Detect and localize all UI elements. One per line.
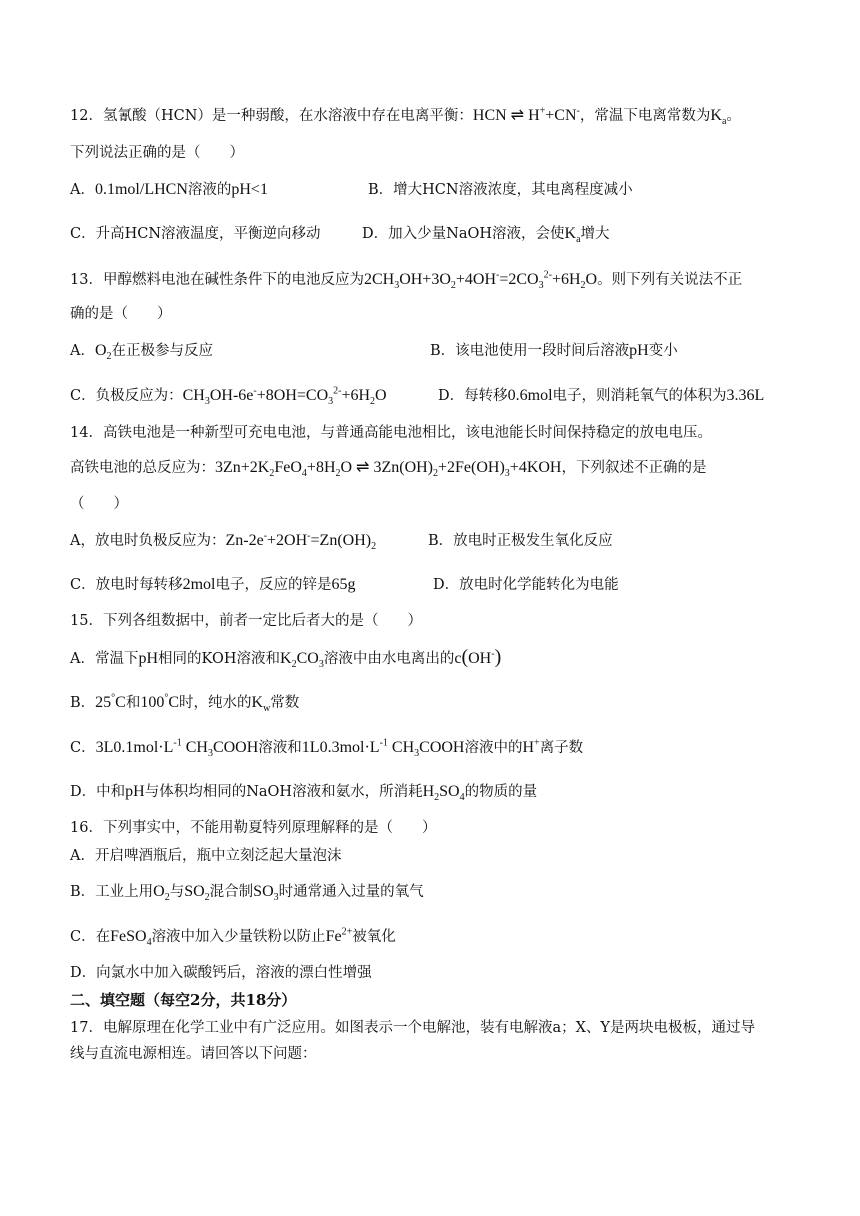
q13-option-a: A．$O_2$在正极参与反应 xyxy=(70,342,214,363)
q13-option-c: C．负极反应为：$CH_3OH-6e^-+8OH=CO_3^{2-}+6H_2O$ xyxy=(70,385,387,408)
q12-option-c: C．升高HCN溶液温度，平衡逆向移动 xyxy=(70,226,321,242)
q14-option-a: A，放电时负极反应为：$Zn-2e^-+2OH^-=Zn(OH)_2$ xyxy=(70,530,377,553)
q13-option-b: B．该电池使用一段时间后溶液pH变小 xyxy=(430,342,678,359)
q12-line1: 12．氢氰酸（HCN）是一种弱酸，在水溶液中存在电离平衡：HCN ⇌ H++CN-，常温下电离常数为$K_a$。 xyxy=(70,105,741,128)
q15-option-b: B．25°C和100°C时，纯水的$K_w$常数 xyxy=(70,692,300,715)
q15-option-a: A．常温下pH相同的KOH溶液和$K_2CO_3$溶液中由水电离出的c(OH-) xyxy=(70,646,502,671)
q15-line1: 15．下列各组数据中，前者一定比后者大的是（ ） xyxy=(70,613,422,629)
q16-line1: 16．下列事实中，不能用勒夏特列原理解释的是（ ） xyxy=(70,820,437,836)
section-heading: 二、填空题（每空2分，共18分） xyxy=(70,991,297,1009)
q14-line3: （ ） xyxy=(70,496,128,512)
q14-option-b: B．放电时正极发生氧化反应 xyxy=(428,533,613,549)
q17-line1: 17．电解原理在化学工业中有广泛应用。如图表示一个电解池，装有电解液a；X、Y是两块电极板，通过导 xyxy=(70,1020,755,1036)
eq-ferrate-battery: $3Zn+2K_2FeO_4+8H_2O$ ⇌ $3Zn(OH)_2+2Fe(OH)_3+4KOH$ xyxy=(215,459,562,480)
q16-option-a: A．开启啤酒瓶后，瓶中立刻泛起大量泡沫 xyxy=(70,848,342,864)
q14-line1: 14．高铁电池是一种新型可充电电池，与普通高能电池相比，该电池能长时间保持稳定的放电电压。 xyxy=(70,425,712,441)
q13-line2: 确的是（ ） xyxy=(70,306,172,322)
q12-option-a: A．0.1mol/LHCN溶液的pH<1 xyxy=(70,181,268,198)
q14-line2: 高铁电池的总反应为：$3Zn+2K_2FeO_4+8H_2O$ ⇌ $3Zn(OH)_2+2Fe(OH)_3+4KOH$，下列叙述不正确的是 xyxy=(70,459,707,480)
q15-option-c: C．$3L0.1mol\cdot L^{-1}$ $CH_3COOH$溶液和$1L0.3mol\cdot L^{-1}$ $CH_3COOH$溶液中的H+离子数 xyxy=(70,737,584,760)
q14-option-d: D．放电时化学能转化为电能 xyxy=(433,577,619,593)
q13-line1: 13．甲醇燃料电池在碱性条件下的电池反应为$2CH_3OH+3O_2+4OH^-=2CO_3^{2-}+6H_2O$。则下列有关说法不正 xyxy=(70,269,743,292)
q15-option-d: D．中和pH与体积均相同的NaOH溶液和氨水，所消耗$H_2SO_4$的物质的量 xyxy=(70,783,538,804)
q13-option-d: D．每转移0.6mol电子，则消耗氧气的体积为3.36L xyxy=(438,387,765,404)
q17-line2: 线与直流电源相连。请回答以下问题： xyxy=(70,1046,317,1062)
q14-option-c: C．放电时每转移2mol电子，反应的锌是65g xyxy=(70,576,356,593)
q16-option-c: C．在FeSO$_4$溶液中加入少量铁粉以防止$Fe^{2+}$被氧化 xyxy=(70,926,396,949)
eq-methanol-cell: $2CH_3OH+3O_2+4OH^-=2CO_3^{2-}+6H_2O$ xyxy=(363,269,598,292)
q12-option-b: B．增大HCN溶液浓度，其电离程度减小 xyxy=(368,182,633,198)
q16-option-b: B．工业上用$O_2$与$SO_2$混合制$SO_3$时通常通入过量的氧气 xyxy=(70,883,424,904)
q16-option-d: D．向氯水中加入碳酸钙后，溶液的漂白性增强 xyxy=(70,965,372,981)
q12-option-d: D．加入少量NaOH溶液，会使$K_a$增大 xyxy=(362,225,610,246)
q12-line2: 下列说法正确的是（ ） xyxy=(70,145,244,161)
eq-hcn: HCN ⇌ H++CN- xyxy=(472,105,580,124)
